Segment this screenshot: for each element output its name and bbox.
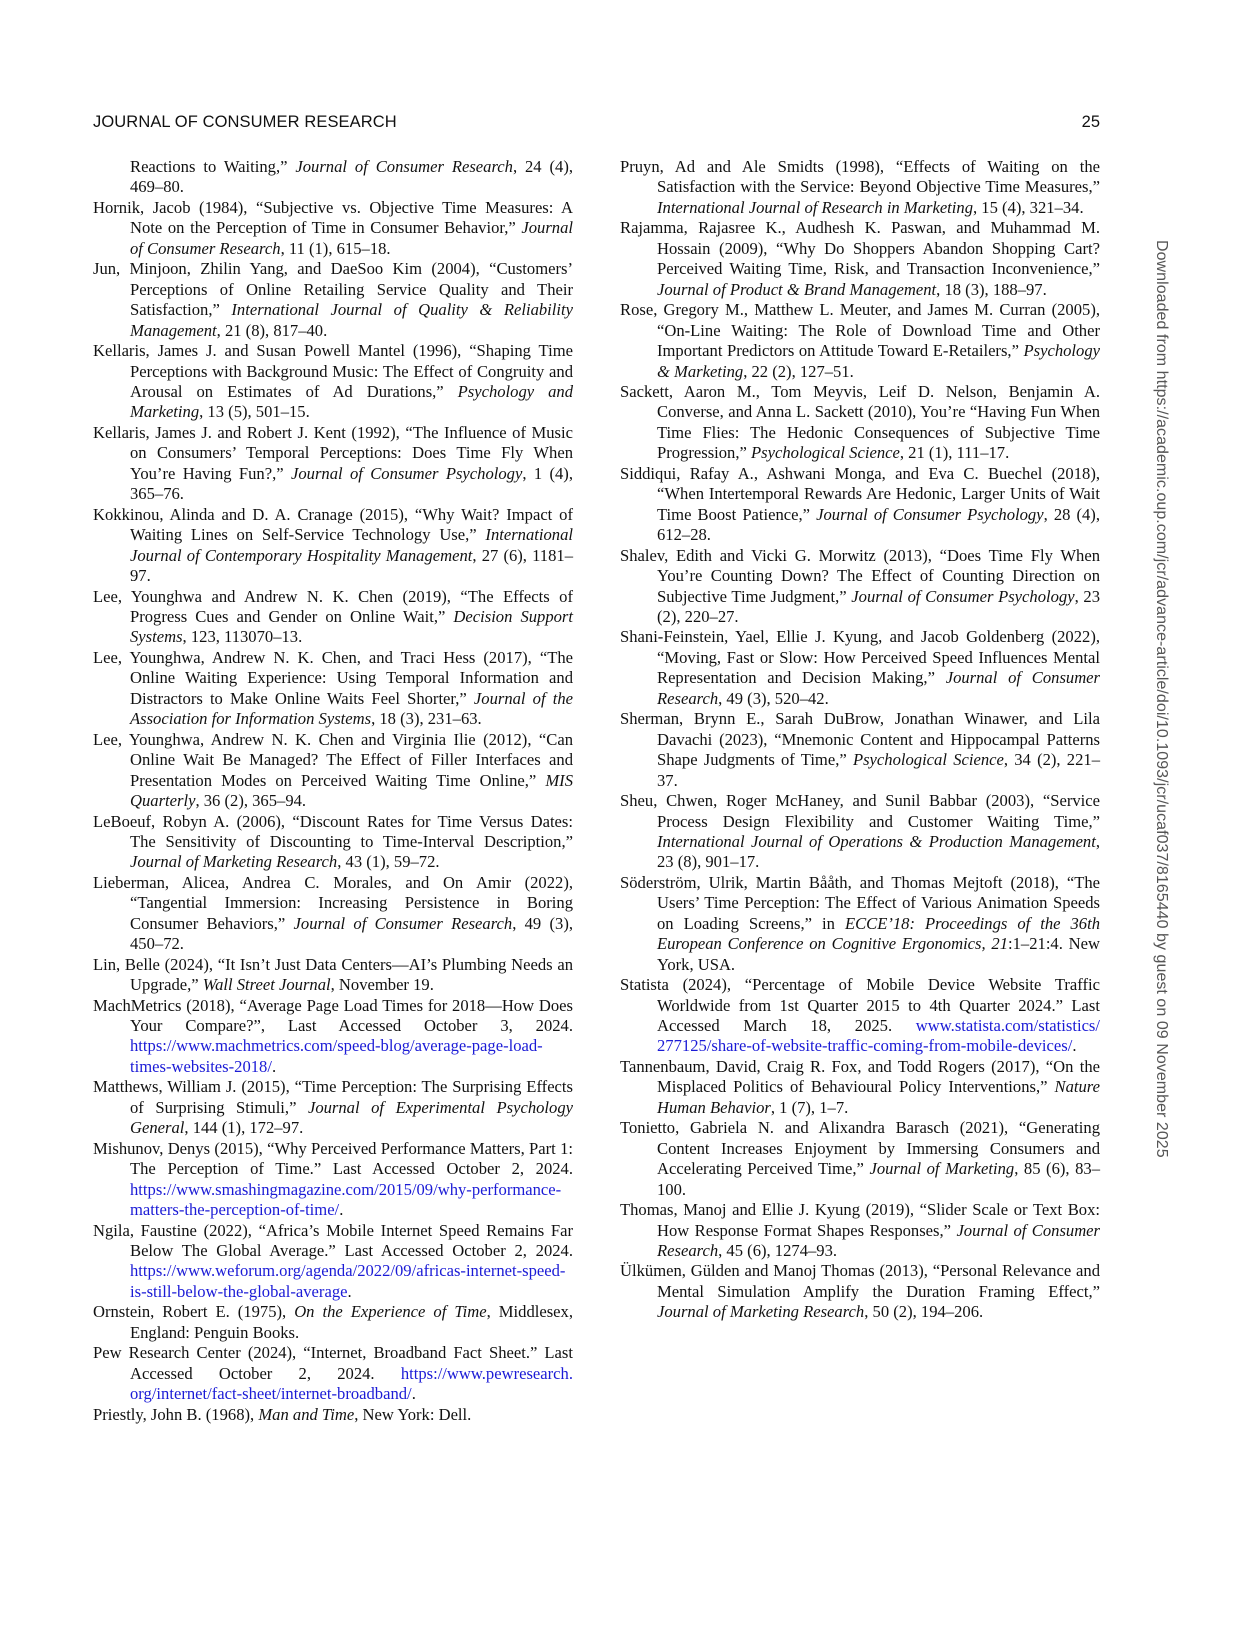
reference-text: Ülkümen, Gülden and Manoj Thomas (2013), “Personal Relevance and Mental Simulation Amplify the Duration Framing Effect,” [620,1261,1100,1301]
reference-source-title: Journal of Consumer Research [293,913,513,933]
reference-text: Rajamma, Rajasree K., Audhesh K. Paswan, and Muhammad M. Hossain (2009), “Why Do Shoppers Abandon Shopping Cart? Perceived Waiting Time, Risk, and Transaction Inconvenience,” [620,218,1100,279]
reference-text: Jun, Minjoon, Zhilin Yang, and DaeSoo Kim (2004), “Customers’ Perceptions of Online Retailing Service Quality and Their Satisfaction,” [93,259,573,320]
reference-entry-continued [93,157,573,198]
reference-entry [620,157,1100,218]
reference-entry [620,1057,1100,1118]
reference-entry [620,464,1100,546]
reference-text: , 43 (1), 59–72. [337,852,440,872]
reference-source-title: Journal of Marketing Research [130,852,338,872]
reference-text: , 49 (3), 520–42. [718,688,829,708]
reference-text: , 15 (4), 321–34. [973,197,1084,217]
reference-text: , 13 (5), 501–15. [199,402,310,422]
reference-source-title: Nature Human Behavior [657,1077,1100,1117]
reference-entry [93,812,573,873]
reference-text: Ngila, Faustine (2022), “Africa’s Mobile Internet Speed Remains Far Below The Global Average.” Last Accessed October 2, 2024. [93,1220,573,1261]
reference-text: , November 19. [330,975,434,995]
reference-source-title: Journal of Consumer Research [295,157,513,176]
reference-entry [93,1302,573,1343]
reference-text: , 85 (6), 83–100. [657,1159,1100,1199]
reference-text: , 27 (6), 1181–97. [130,545,573,586]
reference-text: , 23 (2), 220–27. [657,586,1101,626]
reference-text: Lee, Younghwa, Andrew N. K. Chen, and Traci Hess (2017), “The Online Waiting Experience: Using Temporal Information and Distractors to Make Online Waits Feel Shorter,” [93,647,573,708]
reference-text: , New York: Dell. [354,1404,472,1424]
reference-source-title: Journal of the Association for Information Systems [130,688,573,729]
reference-entry [620,975,1100,1057]
reference-text: Thomas, Manoj and Ellie J. Kyung (2019), “Slider Scale or Text Box: How Response Format Shapes Responses,” [620,1200,1100,1240]
reference-url-link[interactable]: https://www.smashingmagazine.com/2015/09/why-performance-matters-the-perception-of-time/ [130,1179,562,1220]
reference-text: Pruyn, Ad and Ale Smidts (1998), “Effects of Waiting on the Satisfaction with the Service: Beyond Objective Time Measures,” [620,157,1100,197]
reference-source-title: Journal of Product & Brand Management [657,279,937,299]
reference-text: Pew Research Center (2024), “Internet, Broadband Fact Sheet.” Last Accessed October 2, 2024. [93,1343,573,1383]
reference-text: , 144 (1), 172–97. [184,1118,304,1138]
reference-entry [93,1343,573,1404]
reference-text: Shalev, Edith and Vicki G. Morwitz (2013), “Does Time Fly When You’re Counting Down? The Effect of Counting Direction on Subjective Time Judgment,” [620,545,1100,606]
reference-text: , 1 (4), 365–76. [130,463,573,504]
reference-entry [620,873,1100,975]
references-column-right [620,157,1100,1323]
reference-entry [620,791,1100,873]
reference-text: Tonietto, Gabriela N. and Alixandra Barasch (2021), “Generating Content Increases Enjoyment by Immersing Consumers and Accelerating Perceived Time,” [620,1118,1100,1179]
reference-entry [93,955,573,996]
reference-text: Matthews, William J. (2015), “Time Perception: The Surprising Effects of Surprising Stimuli,” [93,1077,573,1117]
reference-text: Sherman, Brynn E., Sarah DuBrow, Jonathan Winawer, and Lila Davachi (2023), “Mnemonic Content and Hippocampal Patterns Shape Judgments of Time,” [620,709,1100,770]
reference-text: Lee, Younghwa and Andrew N. K. Chen (2019), “The Effects of Progress Cues and Gender on Online Wait,” [93,586,573,626]
reference-entry [93,873,573,955]
reference-text: , 28 (4), 612–28. [657,504,1100,545]
reference-url-link[interactable]: https://www.machmetrics.com/speed-blog/average-page-load-times-websites-2018/ [130,1036,543,1076]
reference-entry [620,300,1100,382]
reference-source-title: MIS Quarterly [130,770,573,811]
reference-text: Reactions to Waiting,” [130,157,296,176]
reference-entry [93,1221,573,1303]
reference-text: , 50 (2), 194–206. [864,1302,984,1322]
reference-source-title: ECCE’18: Proceedings of the 36th European Conference on Cognitive Ergonomics, 21 [657,913,1101,954]
reference-source-title: Journal of Consumer Research [130,218,573,258]
reference-entry [93,587,573,648]
reference-text: Kokkinou, Alinda and D. A. Cranage (2015), “Why Wait? Impact of Waiting Lines on Self-Service Technology Use,” [93,504,573,545]
reference-source-title: International Journal of Contemporary Hospitality Management [130,525,573,565]
reference-text: , 36 (2), 365–94. [195,791,307,811]
reference-source-title: Journal of Marketing [869,1159,1015,1179]
reference-text: , 123, 113070–13. [182,627,303,647]
reference-source-title: Journal of Experimental Psychology General [130,1097,573,1138]
reference-source-title: Psychology & Marketing [657,341,1100,381]
reference-source-title: On the Experience of Time [294,1302,487,1322]
reference-text: Lee, Younghwa, Andrew N. K. Chen and Virginia Ilie (2012), “Can Online Wait Be Managed? The Effect of Filler Interfaces and Presentation Modes on Perceived Waiting Time Online,” [93,729,573,790]
reference-text: MachMetrics (2018), “Average Page Load Times for 2018—How Does Your Compare?”, Last Accessed October 3, 2024. [93,995,573,1036]
reference-text: Priestly, John B. (1968), [93,1404,259,1424]
reference-text: , Middlesex, England: Penguin Books. [130,1302,573,1342]
download-watermark [1152,240,1172,1260]
reference-text: Lieberman, Alicea, Andrea C. Morales, and On Amir (2022), “Tangential Immersion: Increasing Persistence in Boring Consumer Behaviors,” [93,872,573,933]
reference-text: Tannenbaum, David, Craig R. Fox, and Todd Rogers (2017), “On the Misplaced Politics of Behavioural Policy Interventions,” [620,1056,1100,1097]
reference-text: , 21 (8), 817–40. [216,320,328,340]
reference-entry [93,505,573,587]
reference-text: . [411,1384,416,1404]
reference-entry [620,218,1100,300]
reference-source-title: Journal of Consumer Research [657,1220,1101,1261]
reference-source-title: International Journal of Research in Marketing [657,197,973,217]
reference-text: Ornstein, Robert E. (1975), [93,1302,295,1322]
page-number: 25 [1081,113,1100,131]
reference-text: . [1072,1036,1077,1056]
reference-entry [620,1118,1100,1200]
reference-entry [620,546,1100,628]
reference-entry [93,259,573,341]
reference-text: Sheu, Chwen, Roger McHaney, and Sunil Babbar (2003), “Service Process Design Flexibility and Customer Waiting Time,” [620,791,1100,831]
references-column-left [93,157,573,1425]
reference-entry [93,1077,573,1138]
reference-entry [93,996,573,1078]
reference-entry [620,709,1100,791]
reference-source-title: Journal of Consumer Psychology [290,463,523,483]
reference-entry [620,627,1100,709]
reference-source-title: International Journal of Operations & Production Management [657,831,1096,851]
reference-entry [93,1405,573,1425]
reference-text: , 1 (7), 1–7. [770,1097,849,1117]
reference-text: , 23 (8), 901–17. [657,831,1100,872]
reference-text: , 34 (2), 221–37. [657,750,1100,790]
reference-source-title: Journal of Consumer Research [657,668,1100,708]
download-watermark-text: Downloaded from https://academic.oup.com/jcr/advance-article/doi/10.1093/jcr/ucaf037/8165440 by guest on 09 November 2025 [1153,240,1170,1158]
reference-source-title: Psychological Science [751,443,900,463]
reference-text: Sackett, Aaron M., Tom Meyvis, Leif D. Nelson, Benjamin A. Converse, and Anna L. Sackett (2010), You’re “Having Fun When Time Flies: The Hedonic Consequences of Subjective Time Progression,” [620,381,1100,463]
reference-source-title: International Journal of Quality & Reliability Management [130,300,573,340]
reference-text: Statista (2024), “Percentage of Mobile Device Website Traffic Worldwide from 1st Quarter 2015 to 4th Quarter 2024.” Last Accessed March 18, 2025. [620,975,1100,1036]
reference-text: , 22 (2), 127–51. [743,361,854,381]
reference-text: . [339,1200,344,1220]
reference-source-title: Journal of Consumer Psychology [816,504,1044,524]
reference-text: Kellaris, James J. and Robert J. Kent (1992), “The Influence of Music on Consumers’ Temporal Perceptions: Does Time Fly When You’re Having Fun?,” [93,422,573,483]
reference-text: Hornik, Jacob (1984), “Subjective vs. Objective Time Measures: A Note on the Perception of Time in Consumer Behavior,” [93,197,573,238]
reference-source-title: Man and Time [258,1404,355,1424]
reference-url-link[interactable]: https://www.pewresearch.​org/internet/fact-sheet/internet-broadband/ [130,1363,573,1404]
reference-source-title: Journal of Consumer Psychology [851,586,1075,606]
reference-url-link[interactable]: www.statista.com/statistics/​277125/share-of-website-traffic-coming-from-mobile-devices/ [657,1016,1100,1056]
reference-text: . [271,1056,277,1076]
reference-text: Shani-Feinstein, Yael, Ellie J. Kyung, and Jacob Goldenberg (2022), “Moving, Fast or Slow: How Perceived Speed Influences Mental Representation and Decision Making,” [620,627,1100,688]
reference-text: , 21 (1), 111–17. [899,443,1010,463]
reference-entry [93,648,573,730]
reference-text: :1–21:4. New York, USA. [657,934,1100,974]
reference-text: , 49 (3), 450–72. [130,913,573,954]
reference-text: , 24 (4), 469–80. [130,157,573,197]
reference-entry [620,1261,1100,1322]
reference-text: , 11 (1), 615–18. [280,238,391,258]
reference-source-title: Wall Street Journal [202,975,331,995]
reference-entry [620,1200,1100,1261]
reference-source-title: Decision Support Systems [130,606,573,647]
reference-text: , 45 (6), 1274–93. [718,1241,838,1261]
reference-text: Söderström, Ulrik, Martin Bååth, and Thomas Mejtoft (2018), “The Users’ Time Perception: The Effect of Various Animation Speeds on Loading Screens,” in [620,872,1100,933]
reference-text: Lin, Belle (2024), “It Isn’t Just Data Centers—AI’s Plumbing Needs an Upgrade,” [93,954,573,995]
reference-text: . [347,1281,352,1301]
reference-entry [93,198,573,259]
reference-entry [93,1139,573,1221]
reference-source-title: Psychological Science [852,750,1004,770]
reference-text: Rose, Gregory M., Matthew L. Meuter, and James M. Curran (2005), “On-Line Waiting: The Role of Download Time and Other Important Predictors on Attitude Toward E-Retailers,” [620,300,1100,361]
reference-text: Kellaris, James J. and Susan Powell Mantel (1996), “Shaping Time Perceptions with Background Music: The Effect of Congruity and Arousal on Estimates of Ad Durations,” [93,341,573,401]
running-header-journal-title: JOURNAL OF CONSUMER RESEARCH [93,113,397,131]
reference-text: Siddiqui, Rafay A., Ashwani Monga, and Eva C. Buechel (2018), “When Intertemporal Rewards Are Hedonic, Larger Units of Wait Time Boost Patience,” [620,463,1100,524]
reference-url-link[interactable]: https://www.weforum.org/agenda/2022/09/africas-internet-speed-is-still-below-the-global-average [130,1261,566,1301]
reference-text: , 18 (3), 188–97. [936,279,1047,299]
reference-entry [620,382,1100,464]
reference-text: , 18 (3), 231–63. [371,709,482,729]
reference-entry [93,423,573,505]
reference-text: Mishunov, Denys (2015), “Why Perceived Performance Matters, Part 1: The Perception of Time.” Last Accessed October 2, 2024. [93,1138,573,1179]
reference-source-title: Journal of Marketing Research [657,1302,865,1322]
reference-entry [93,730,573,812]
reference-text: LeBoeuf, Robyn A. (2006), “Discount Rates for Time Versus Dates: The Sensitivity of Discounting to Time-Interval Description,” [93,811,573,851]
reference-entry [93,341,573,423]
reference-source-title: Psychology and Marketing [130,381,573,422]
